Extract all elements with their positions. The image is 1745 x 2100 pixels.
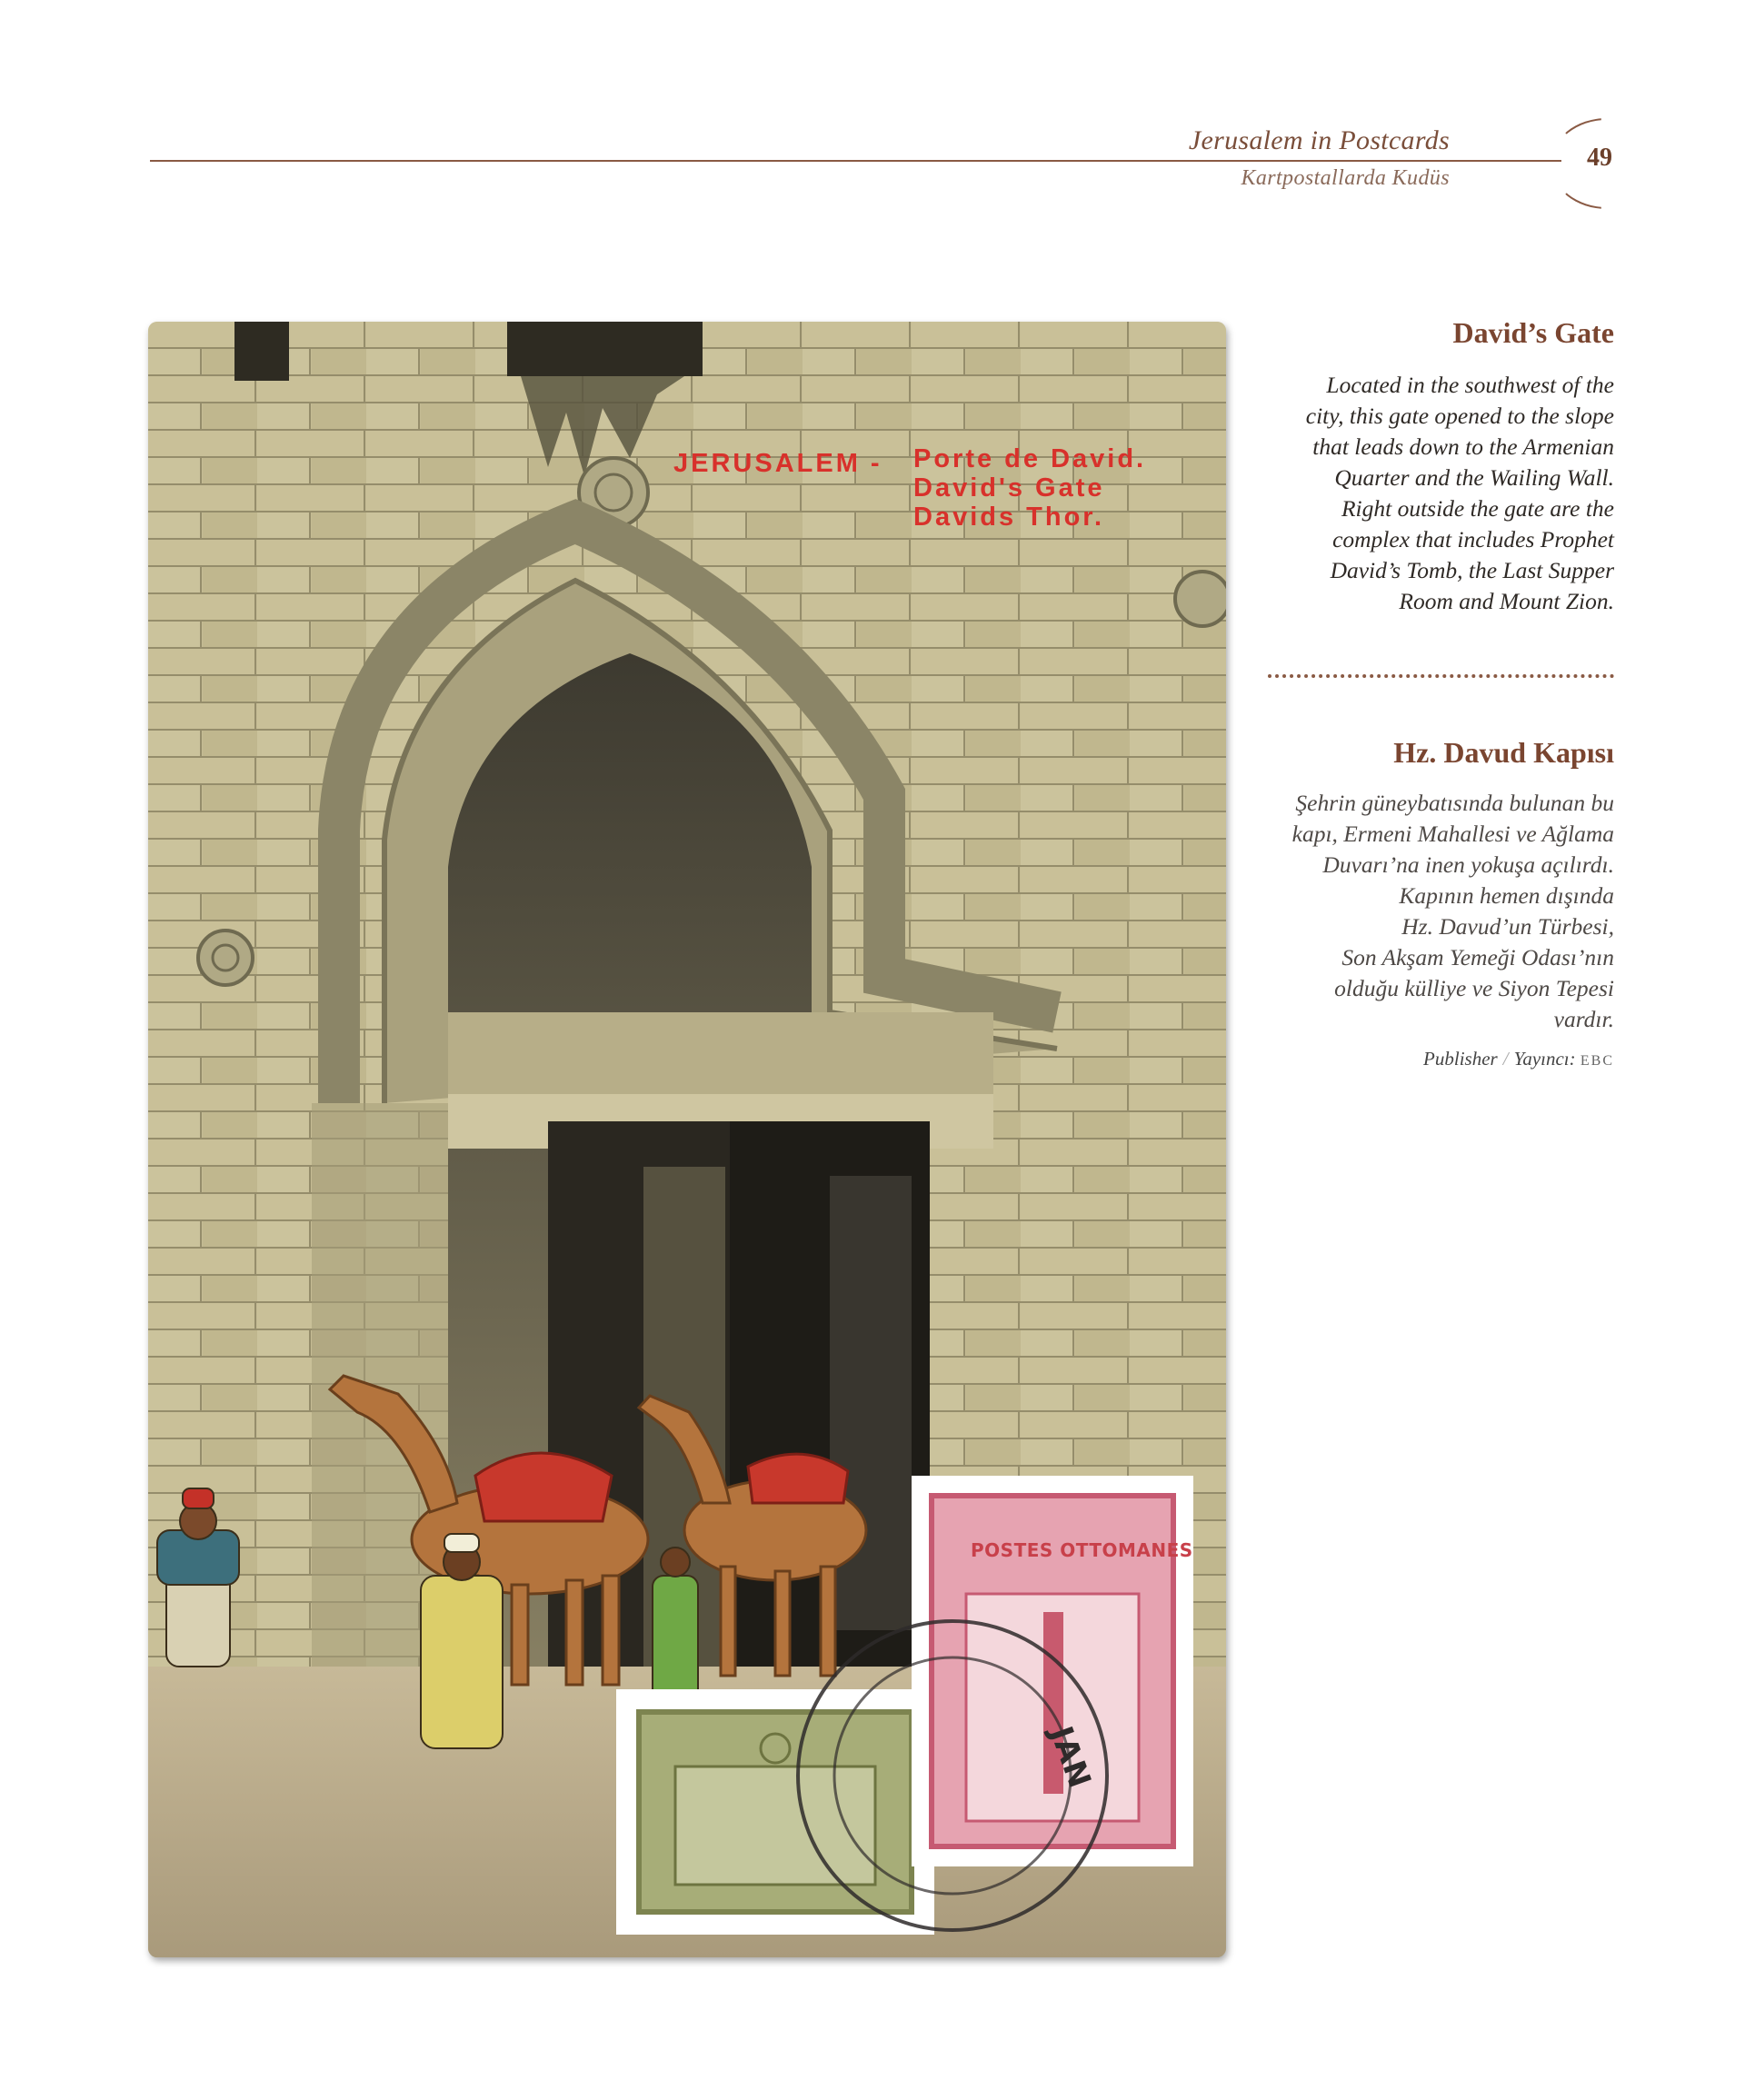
english-line: Right outside the gate are the <box>1341 495 1614 522</box>
page-number: 49 <box>1587 144 1612 172</box>
pink-stamp <box>912 1476 1193 1866</box>
davids-gate-illustration <box>148 322 1226 1957</box>
english-line: complex that includes Prophet <box>1332 526 1614 552</box>
turkish-body <box>1214 788 1614 1035</box>
turkish-line: kapı, Ermeni Mahallesi ve Ağlama <box>1291 821 1614 847</box>
english-line: Located in the southwest of the <box>1326 372 1614 398</box>
publisher-label-tr: Yayıncı: <box>1513 1048 1576 1070</box>
postcard-image <box>148 322 1226 1957</box>
running-header-subtitle: Kartpostallarda Kudüs <box>1241 166 1450 190</box>
english-line: David’s Tomb, the Last Supper <box>1330 557 1614 583</box>
publisher-name: EBC <box>1580 1053 1614 1069</box>
turkish-line: vardır. <box>1553 1006 1614 1032</box>
english-line: Room and Mount Zion. <box>1399 588 1614 614</box>
section-divider <box>1268 674 1614 678</box>
stamp-postes-ottomanes: POSTES OTTOMANES <box>971 1539 1193 1561</box>
english-body <box>1214 370 1614 617</box>
publisher-label: Publisher <box>1423 1048 1498 1070</box>
turkish-line: olduğu külliye ve Siyon Tepesi <box>1334 975 1614 1001</box>
postmark-text: JAN <box>1042 1721 1099 1794</box>
postcard-caption-line-3: Davids Thor. <box>913 503 1105 532</box>
green-stamp <box>616 1689 934 1935</box>
postcard-caption-line-2: David's Gate <box>913 473 1105 503</box>
header-rule <box>150 160 1561 162</box>
english-line: city, this gate opened to the slope <box>1305 403 1614 429</box>
turkish-line: Kapının hemen dışında <box>1399 882 1614 909</box>
publisher-credit <box>1423 1048 1614 1070</box>
postcard-caption-city: JERUSALEM - <box>673 449 882 478</box>
turkish-line: Hz. Davud’un Türbesi, <box>1401 913 1614 940</box>
english-heading: David’s Gate <box>1452 316 1614 349</box>
english-line: Quarter and the Wailing Wall. <box>1334 464 1614 491</box>
turkish-line: Son Akşam Yemeği Odası’nın <box>1341 944 1614 970</box>
publisher-separator: / <box>1502 1048 1509 1070</box>
turkish-heading: Hz. Davud Kapısı <box>1393 736 1614 769</box>
turkish-line: Şehrin güneybatısında bulunan bu <box>1295 790 1614 816</box>
postcard-caption-line-1: Porte de David. <box>913 444 1147 473</box>
english-line: that leads down to the Armenian <box>1312 433 1614 460</box>
running-header-title: Jerusalem in Postcards <box>1188 125 1450 155</box>
turkish-line: Duvarı’na inen yokuşa açılırdı. <box>1322 851 1614 878</box>
